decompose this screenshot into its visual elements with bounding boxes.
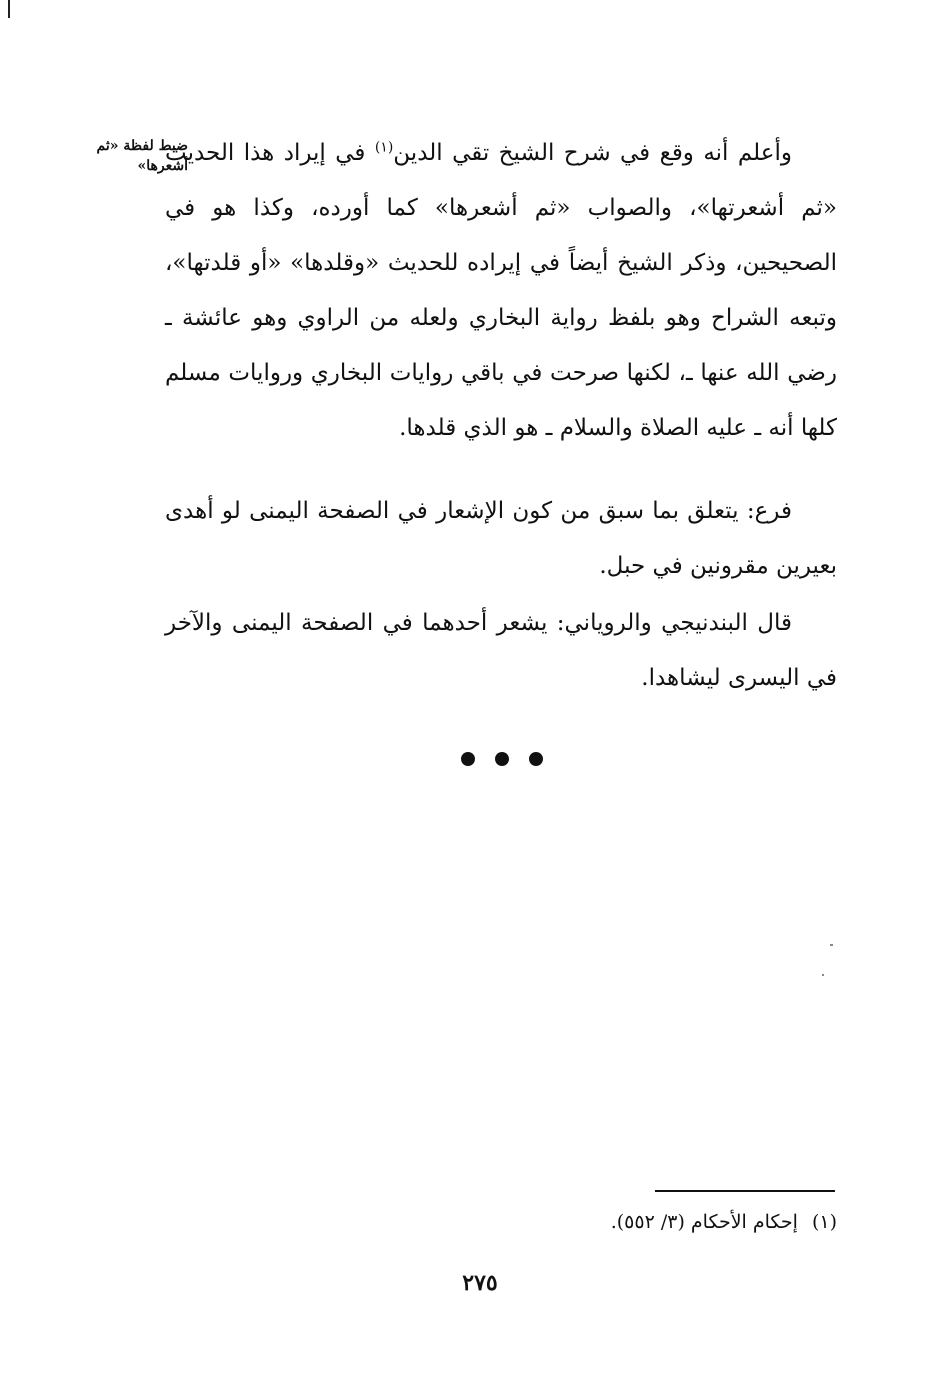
footnote-separator: [655, 1190, 835, 1192]
footnote: [500, 1204, 837, 1240]
page-number: ٢٧٥: [462, 1270, 498, 1296]
margin-note: ضبط لفظة «ثم أشعرها»: [96, 138, 188, 174]
ornament-dot-icon: [495, 752, 509, 766]
section-divider-ornament: [457, 748, 547, 770]
paragraph-3-text: قال البندنيجي والروياني: يشعر أحدهما في الصفحة اليمنى والآخر في اليسرى ليشاهدا.: [165, 610, 837, 691]
scan-speck: [822, 974, 824, 976]
paragraph-1-text: [165, 126, 837, 456]
footnote-number: (١): [811, 1211, 837, 1233]
paragraph-1: [165, 126, 837, 456]
paragraph-2-text: فرع: يتعلق بما سبق من كون الإشعار في الصفحة اليمنى لو أهدى بعيرين مقرونين في حبل.: [165, 498, 837, 579]
scan-corner-mark: [8, 0, 10, 18]
paragraph-3: [165, 596, 837, 706]
ornament-dot-icon: [461, 752, 475, 766]
footnote-reference[interactable]: (١): [374, 139, 394, 156]
paragraph-2: [165, 484, 837, 594]
scan-speck: [830, 944, 833, 946]
ornament-dot-icon: [529, 752, 543, 766]
footnote-text: إحكام الأحكام (٣/ ٥٥٢).: [610, 1211, 798, 1233]
paragraph-1-part-2: في إيراد هذا الحديث «ثم أشعرتها»، والصواب «ثم أشعرها» كما أورده، وكذا هو في الصحيحين، وذكر الشيخ أيضاً في إيراده للحديث «وقلدها» «أو قلدتها»، وتبعه الشراح وهو بلفظ رواية البخاري ولعله من الراوي وهو عائشة ـ رضي الله عنها ـ، لكنها صرحت في باقي روايات البخاري وروايات مسلم كلها أنه ـ عليه الصلاة والسلام ـ هو الذي قلدها.: [165, 140, 837, 441]
paragraph-1-part-1: وأعلم أنه وقع في شرح الشيخ تقي الدين: [393, 140, 792, 166]
